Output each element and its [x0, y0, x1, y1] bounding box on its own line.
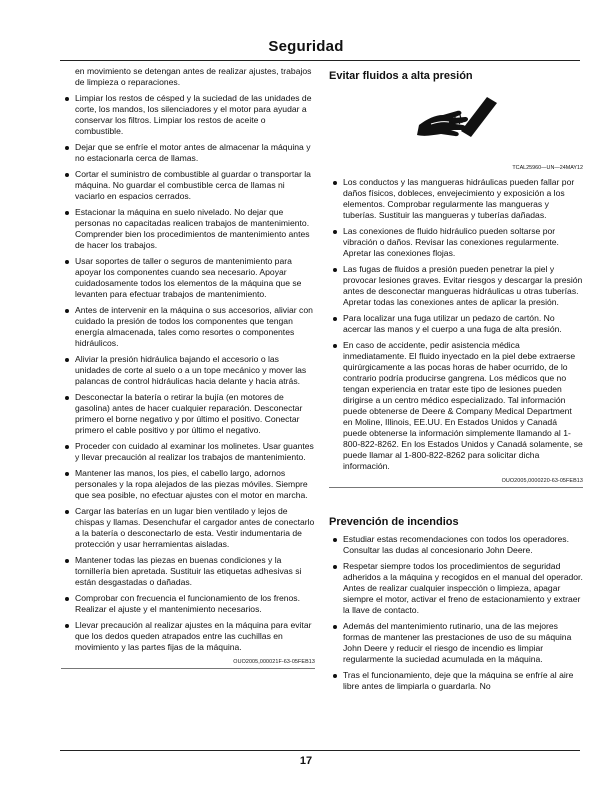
right-column [329, 66, 583, 692]
section-title-high-pressure: Evitar fluidos a alta presión [329, 70, 473, 82]
list-item: Para localizar una fuga utilizar un pedazo de cartón. No acercar las manos y el cuerpo a una fuga de alta presión. [329, 313, 583, 335]
fluid-injection-hazard-icon [413, 91, 499, 153]
reference-code: OUO2005,000021F-63-05FEB13 [233, 659, 315, 665]
left-column [61, 66, 315, 669]
header-rule [60, 60, 580, 61]
continued-paragraph: en movimiento se detengan antes de realizar ajustes, trabajos de limpieza o reparaciones. [75, 66, 312, 87]
list-item: Dejar que se enfríe el motor antes de almacenar la máquina y no estacionarla cerca de llamas. [61, 142, 315, 164]
list-item: Tras el funcionamiento, deje que la máquina se enfríe al aire libre antes de limpiarla o guardarla. No [329, 670, 583, 692]
list-item: Antes de intervenir en la máquina o sus accesorios, aliviar con cuidado la presión de todos los componentes que tengan energía almacenada, tales como resortes o componentes hidráulicos. [61, 305, 315, 349]
list-item: Las conexiones de fluido hidráulico pueden soltarse por vibración o daños. Revisar las conexiones regularmente. Apretar las conexiones flojas. [329, 226, 583, 259]
list-item: Estacionar la máquina en suelo nivelado. No dejar que personas no capacitadas realicen trabajos de mantenimiento. Comprender bien los procedimientos de mantenimiento antes de hacer los trabajos. [61, 207, 315, 251]
list-item: Desconectar la batería o retirar la bujía (en motores de gasolina) antes de hacer cualquier reparación. Desconectar primero el borne negativo y por último el positivo. Conectar primero el cable positivo y por último el negativo. [61, 392, 315, 436]
footer-rule [60, 750, 580, 751]
list-item: Mantener todas las piezas en buenas condiciones y la tornillería bien apretada. Sustituir las etiquetas adhesivas si están desgastadas o dañadas. [61, 555, 315, 588]
fire-prevention-list [329, 534, 583, 692]
list-item: Además del mantenimiento rutinario, una de las mejores formas de mantener las prestaciones de uso de su máquina John Deere y reducir el riesgo de incendio es limpiar regularmente la suciedad acumulada en la máquina. [329, 621, 583, 665]
reference-code: OUO2005,0000220-63-05FEB13 [501, 478, 583, 484]
list-item: Comprobar con frecuencia el funcionamiento de los frenos. Realizar el ajuste y el mantenimiento necesarios. [61, 593, 315, 615]
list-item: Las fugas de fluidos a presión pueden penetrar la piel y provocar lesiones graves. Evitar riesgos y descargar la presión antes de desconectar mangueras hidráulicas u otras tuberías. Apretar todas las conexiones antes de aplicar la presión. [329, 264, 583, 308]
page-number: 17 [299, 755, 313, 767]
list-item: Llevar precaución al realizar ajustes en la máquina para evitar que los dedos queden atrapados entre las cuchillas en movimiento y las partes fijas de la máquina. [61, 620, 315, 653]
section-title-fire-prevention: Prevención de incendios [329, 516, 459, 528]
high-pressure-list [329, 177, 583, 472]
list-item: Estudiar estas recomendaciones con todos los operadores. Consultar las dudas al concesionario John Deere. [329, 534, 583, 556]
list-item: Cortar el suministro de combustible al guardar o transportar la máquina. No guardar el combustible cerca de llamas ni vaciarlo en espacios cerrados. [61, 169, 315, 202]
figure-caption: TCAL25960—UN—24MAY12 [512, 165, 583, 171]
list-item: En caso de accidente, pedir asistencia médica inmediatamente. El fluido inyectado en la piel debe extraerse quirúrgicamente a las pocas horas de haber ocurrido, de lo contrario podría producirse gangrena. Los médicos que no tengan experiencia en tratar este tipo de lesiones pueden dirigirse a un centro médico especializado. Tal información puede obtenerse de Deere & Company Medical Department en Moline, Illinois, EE.UU. En Estados Unidos y Canadá puede obtenerse la información simplemente llamando al 1-800-822-8262. En los Estados Unidos y Canadá solamente, se puede llamar al 1-800-822-8262 para solicitar dicha información. [329, 340, 583, 472]
maintenance-safety-list [61, 93, 315, 653]
list-item: Limpiar los restos de césped y la suciedad de las unidades de corte, los mandos, los silenciadores y el motor para ayudar a conservar los filtros. Limpiar los restos de aceite o combustible. [61, 93, 315, 137]
list-item: Respetar siempre todos los procedimientos de seguridad adheridos a la máquina y recogidos en el manual del operador. Antes de realizar cualquier inspección o limpieza, apagar siempre el motor, activar el freno de estacionamiento y extraer la llave de contacto. [329, 561, 583, 616]
page-title: Seguridad [268, 38, 344, 55]
list-item: Cargar las baterías en un lugar bien ventilado y lejos de chispas y llamas. Desenchufar el cargador antes de conectarlo a la batería o desconectarlo de esta. Vestir indumentaria de protección y usar herramientas aisladas. [61, 506, 315, 550]
section-divider [329, 487, 583, 488]
section-divider [61, 668, 315, 669]
list-item: Mantener las manos, los pies, el cabello largo, adornos personales y la ropa alejados de las piezas móviles. Siempre que sea posible, no efectuar ajustes con el motor en marcha. [61, 468, 315, 501]
list-item: Usar soportes de taller o seguros de mantenimiento para apoyar los componentes cuando sea necesario. Apoyar cuidadosamente todos los elementos de la máquina que se levanten para efectuar trabajos de mantenimiento. [61, 256, 315, 300]
high-pressure-hazard-figure [329, 89, 583, 165]
list-item: Los conductos y las mangueras hidráulicas pueden fallar por daños físicos, dobleces, envejecimiento y exposición a los elementos. Comprobar regularmente las mangueras y tuberías. Sustituir las mangueras y tuberías dañadas. [329, 177, 583, 221]
list-item: Aliviar la presión hidráulica bajando el accesorio o las unidades de corte al suelo o a un tope mecánico y mover las palancas de control hidráulicas hacia delante y hacia atrás. [61, 354, 315, 387]
list-item: Proceder con cuidado al examinar los molinetes. Usar guantes y llevar precaución al realizar los trabajos de mantenimiento. [61, 441, 315, 463]
